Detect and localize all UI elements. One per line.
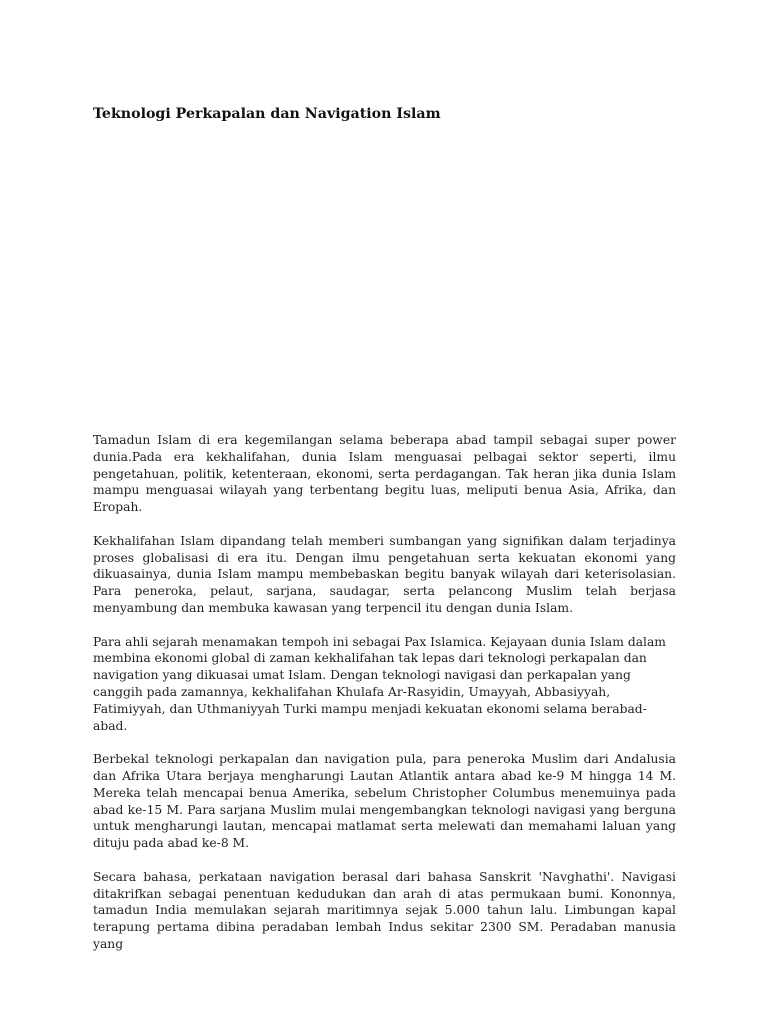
paragraph-3: Para ahli sejarah menamakan tempoh ini sebagai Pax Islamica. Kejayaan dunia Islam dalam membina ekonomi global di zaman kekhalifahan tak lepas dari teknologi perkapalan dan navigation yang dikuasai umat Islam. Dengan teknologi navigasi dan perkapalan yang canggih pada zamannya, kekhalifahan Khulafa Ar-Rasyidin, Umayyah, Abbasiyyah, Fatimiyyah, dan Uthmaniyyah Turki mampu menjadi kekuatan ekonomi selama berabad-abad. — [93, 634, 666, 733]
document-body — [93, 432, 676, 970]
paragraph-2: Kekhalifahan Islam dipandang telah memberi sumbangan yang signifikan dalam terjadinya proses globalisasi di era itu. Dengan ilmu pengetahuan serta kekuatan ekonomi yang dikuasainya, dunia Islam mampu membebaskan begitu banyak wilayah dari keterisolasian. Para peneroka, pelaut, sarjana, saudagar, serta pelancong Muslim telah berjasa menyambung dan membuka kawasan yang terpencil itu dengan dunia Islam. — [93, 533, 676, 615]
document-title: Teknologi Perkapalan dan Navigation Islam — [93, 106, 441, 122]
paragraph-5: Secara bahasa, perkataan navigation berasal dari bahasa Sanskrit 'Navghathi'. Navigasi ditakrifkan sebagai penentuan kedudukan dan arah di atas permukaan bumi. Kononnya, tamadun India memulakan sejarah maritimnya sejak 5.000 tahun lalu. Limbungan kapal terapung pertama dibina peradaban lembah Indus sekitar 2300 SM. Peradaban manusia yang — [93, 869, 676, 951]
paragraph-4: Berbekal teknologi perkapalan dan navigation pula, para peneroka Muslim dari Andalusia dan Afrika Utara berjaya mengharungi Lautan Atlantik antara abad ke-9 M hingga 14 M. Mereka telah mencapai benua Amerika, sebelum Christopher Columbus menemuinya pada abad ke-15 M. Para sarjana Muslim mulai mengembangkan teknologi navigasi yang berguna untuk mengharungi lautan, mencapai matlamat serta melewati dan memahami laluan yang dituju pada abad ke-8 M. — [93, 752, 676, 851]
paragraph-1: Tamadun Islam di era kegemilangan selama beberapa abad tampil sebagai super power dunia.Pada era kekhalifahan, dunia Islam menguasai pelbagai sektor seperti, ilmu pengetahuan, politik, ketenteraan, ekonomi, serta perdagangan. Tak heran jika dunia Islam mampu menguasai wilayah yang terbentang begitu luas, meliputi benua Asia, Afrika, dan Eropah. — [93, 433, 676, 515]
